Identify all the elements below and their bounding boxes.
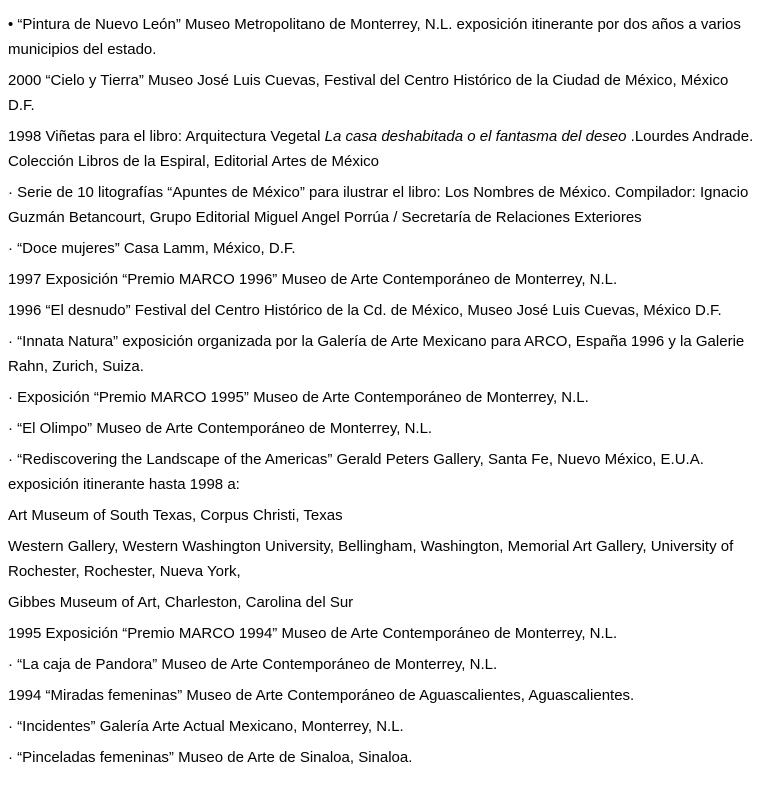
text-run: 1994 “Miradas femeninas” Museo de Arte Contemporáneo de Aguascalientes, Aguascalientes. (8, 687, 635, 704)
text-run: 1996 “El desnudo” Festival del Centro Histórico de la Cd. de México, Museo José Luis Cuevas, México D.F. (8, 302, 722, 319)
text-run: 1995 Exposición “Premio MARCO 1994” Museo de Arte Contemporáneo de Monterrey, N.L. (8, 625, 618, 642)
exhibition-entry (8, 12, 755, 62)
exhibition-entry (8, 416, 755, 441)
text-run: 1997 Exposición “Premio MARCO 1996” Museo de Arte Contemporáneo de Monterrey, N.L. (8, 271, 618, 288)
book-title-italic: La casa deshabitada o el fantasma del deseo (324, 128, 627, 145)
text-run: Western Gallery, Western Washington University, Bellingham, Washington, Memorial Art Gallery, University of Rochester, Rochester, Nueva York, (8, 538, 734, 580)
text-run: .Lourdes Andrade. Colección Libros de la Espiral, Editorial Artes de México (8, 128, 754, 170)
itinerant-venue-line (8, 534, 755, 584)
text-run: Gibbes Museum of Art, Charleston, Carolina del Sur (8, 594, 354, 611)
text-run: 1998 Viñetas para el libro: Arquitectura Vegetal (8, 128, 325, 145)
itinerant-venue-line (8, 503, 755, 528)
text-run: Art Museum of South Texas, Corpus Christi, Texas (8, 507, 343, 524)
text-run: 2000 “Cielo y Tierra” Museo José Luis Cuevas, Festival del Centro Histórico de la Ciudad de México, México D.F. (8, 72, 729, 114)
text-run: · “Rediscovering the Landscape of the Americas” Gerald Peters Gallery, Santa Fe, Nuevo México, E.U.A. exposición itinerante hasta 1998 a: (8, 451, 704, 493)
text-run: · Exposición “Premio MARCO 1995” Museo de Arte Contemporáneo de Monterrey, N.L. (8, 389, 589, 406)
exhibition-entry (8, 683, 755, 708)
exhibition-entry (8, 329, 755, 379)
exhibition-entry (8, 124, 755, 174)
text-run: • “Pintura de Nuevo León” Museo Metropolitano de Monterrey, N.L. exposición itinerante por dos años a varios municipios del estado. (8, 16, 741, 58)
text-run: · “Doce mujeres” Casa Lamm, México, D.F. (8, 240, 296, 257)
exhibition-entry (8, 298, 755, 323)
text-run: · “Innata Natura” exposición organizada por la Galería de Arte Mexicano para ARCO, España 1996 y la Galerie Rahn, Zurich, Suiza. (8, 333, 745, 375)
exhibition-entry (8, 745, 755, 770)
exhibition-entry (8, 714, 755, 739)
text-run: · “El Olimpo” Museo de Arte Contemporáneo de Monterrey, N.L. (8, 420, 433, 437)
exhibition-entry (8, 385, 755, 410)
text-run: · “Incidentes” Galería Arte Actual Mexicano, Monterrey, N.L. (8, 718, 404, 735)
itinerant-venue-line (8, 590, 755, 615)
exhibition-entry (8, 236, 755, 261)
text-run: · “Pinceladas femeninas” Museo de Arte de Sinaloa, Sinaloa. (8, 749, 413, 766)
text-run: · Serie de 10 litografías “Apuntes de México” para ilustrar el libro: Los Nombres de México. Compilador: Ignacio Guzmán Betancourt, Grupo Editorial Miguel Angel Porrúa / Secretaría de Relaciones Exteriores (8, 184, 749, 226)
exhibition-entry (8, 267, 755, 292)
exhibition-entry (8, 652, 755, 677)
exhibition-entry (8, 68, 755, 118)
exhibition-entry (8, 621, 755, 646)
exhibition-entry (8, 180, 755, 230)
text-run: · “La caja de Pandora” Museo de Arte Contemporáneo de Monterrey, N.L. (8, 656, 498, 673)
exhibition-entry (8, 447, 755, 497)
